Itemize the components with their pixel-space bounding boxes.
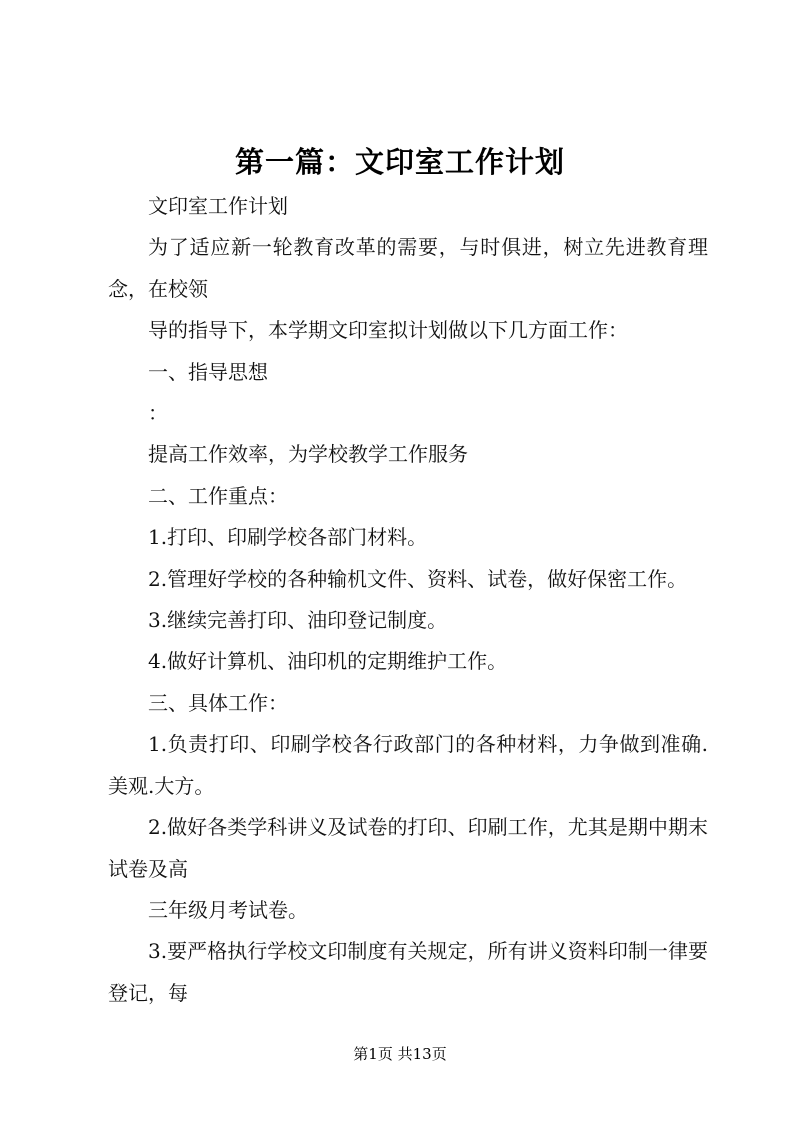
list-item: 4.做好计算机、油印机的定期维护工作。 [148, 649, 508, 674]
list-item: 3.要严格执行学校文印制度有关规定，所有讲义资料印制一律要登记，每 [108, 939, 708, 1005]
paragraph: 文印室工作计划 [148, 194, 288, 218]
list-item: 3.继续完善打印、油印登记制度。 [148, 608, 448, 633]
paragraph: ： [148, 401, 168, 426]
section-heading: 一、指导思想 [148, 359, 268, 384]
list-item: 1.打印、印刷学校各部门材料。 [148, 525, 428, 550]
paragraph: 三年级月考试卷。 [148, 897, 308, 922]
paragraph: 为了适应新一轮教育改革的需要，与时俱进，树立先进教育理念，在校领 [108, 235, 708, 301]
section-heading: 二、工作重点： [148, 483, 288, 508]
document-title: 第一篇：文印室工作计划 [234, 145, 565, 179]
list-item: 2.做好各类学科讲义及试卷的打印、印刷工作，尤其是期中期末试卷及高 [108, 815, 708, 881]
section-heading: 三、具体工作： [148, 690, 288, 715]
document-body [108, 186, 708, 1014]
page-footer: 第1页 共13页 [353, 1045, 447, 1063]
paragraph: 导的指导下，本学期文印室拟计划做以下几方面工作： [148, 318, 628, 343]
list-item: 1.负责打印、印刷学校各行政部门的各种材料，力争做到准确.美观.大方。 [108, 732, 708, 798]
paragraph: 提高工作效率，为学校教学工作服务 [148, 442, 468, 467]
list-item: 2.管理好学校的各种输机文件、资料、试卷，做好保密工作。 [148, 566, 688, 591]
